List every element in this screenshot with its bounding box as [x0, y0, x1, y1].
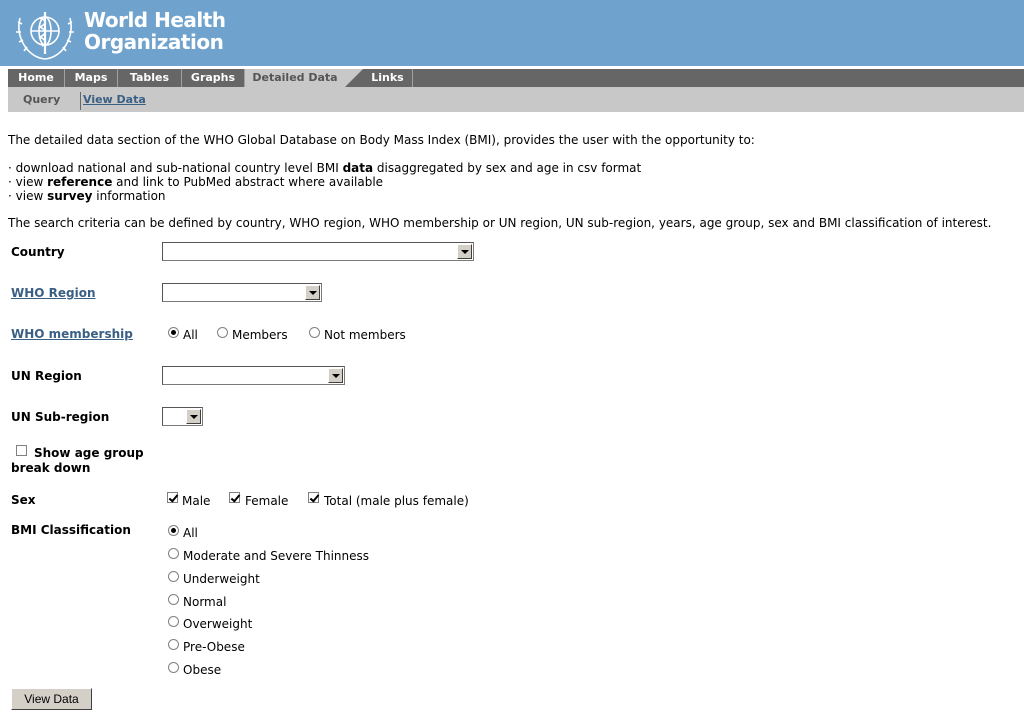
who-region-link[interactable]: WHO Region: [11, 286, 96, 300]
bullet-text: · view: [8, 189, 48, 203]
sex-male-checkbox[interactable]: [167, 492, 178, 503]
intro-text: The detailed data section of the WHO Global Database on Body Mass Index (BMI), provides the user with the opportunity to:: [8, 133, 755, 147]
site-header: [0, 0, 1024, 66]
chevron-down-icon[interactable]: [186, 409, 201, 424]
bullet-text: · download national and sub-national country level BMI: [8, 161, 343, 175]
chevron-down-icon[interactable]: [328, 368, 343, 383]
un-subregion-label: UN Sub-region: [11, 410, 110, 424]
who-membership-link[interactable]: WHO membership: [11, 327, 133, 341]
nav-graphs[interactable]: Graphs: [182, 69, 245, 87]
subnav-query[interactable]: Query: [23, 93, 61, 106]
membership-not-members-label: Not members: [324, 328, 406, 342]
sex-total-label: Total (male plus female): [324, 494, 469, 508]
un-region-select[interactable]: [162, 366, 345, 385]
bmi-normal-radio[interactable]: [168, 594, 179, 605]
bullet-bold: reference: [47, 175, 113, 189]
nav-links[interactable]: Links: [363, 69, 413, 87]
country-select[interactable]: [162, 242, 474, 261]
bullet-text: · view: [8, 175, 48, 189]
who-region-select[interactable]: [162, 283, 322, 302]
bullet-text: disaggregated by sex and age in csv format: [373, 161, 642, 175]
membership-not-members-radio[interactable]: [309, 327, 320, 338]
bmi-thinness-label: Moderate and Severe Thinness: [183, 549, 369, 563]
membership-members-radio[interactable]: [217, 327, 228, 338]
age-group-label-line2: break down: [11, 461, 91, 475]
sex-total-checkbox[interactable]: [308, 492, 319, 503]
bmi-pre-obese-label: Pre-Obese: [183, 640, 245, 654]
intro-bullet-data: [8, 162, 641, 175]
un-region-label: UN Region: [11, 369, 82, 383]
bmi-underweight-radio[interactable]: [168, 571, 179, 582]
bullet-bold: survey: [47, 189, 93, 203]
country-label: Country: [11, 245, 65, 259]
intro-bullet-survey: [8, 190, 166, 203]
age-group-label-line1: Show age group: [34, 446, 144, 460]
nav-home[interactable]: Home: [8, 69, 65, 87]
sex-female-checkbox[interactable]: [229, 492, 240, 503]
view-data-button[interactable]: View Data: [11, 688, 92, 710]
bullet-bold: data: [342, 161, 374, 175]
intro-bullet-reference: [8, 176, 383, 189]
chevron-down-icon[interactable]: [457, 244, 472, 259]
search-criteria-text: The search criteria can be defined by country, WHO region, WHO membership or UN region, UN sub-region, years, age group, sex and BMI classification of interest.: [8, 216, 992, 230]
main-nav: [8, 69, 1024, 87]
bmi-underweight-label: Underweight: [183, 572, 260, 586]
nav-detailed-data[interactable]: Detailed Data: [245, 69, 345, 87]
membership-all-label: All: [183, 328, 198, 342]
chevron-down-icon[interactable]: [305, 285, 320, 300]
bmi-thinness-radio[interactable]: [168, 548, 179, 559]
org-name-line1: World Health: [84, 8, 226, 32]
nav-tables[interactable]: Tables: [118, 69, 182, 87]
who-emblem-icon[interactable]: [12, 4, 78, 62]
nav-active-tab-corner: [345, 69, 363, 87]
bmi-normal-label: Normal: [183, 595, 227, 609]
membership-members-label: Members: [232, 328, 288, 342]
sub-nav: [8, 87, 1024, 112]
subnav-view-data-link[interactable]: View Data: [83, 93, 146, 106]
bmi-overweight-radio[interactable]: [168, 616, 179, 627]
sex-male-label: Male: [182, 494, 211, 508]
org-name-line2: Organization: [84, 30, 224, 54]
membership-all-radio[interactable]: [168, 327, 179, 338]
sex-label: Sex: [11, 493, 36, 507]
bmi-all-label: All: [183, 526, 198, 540]
bullet-text: and link to PubMed abstract where available: [112, 175, 384, 189]
bmi-obese-label: Obese: [183, 663, 222, 677]
bmi-overweight-label: Overweight: [183, 617, 253, 631]
age-group-checkbox[interactable]: [16, 445, 27, 456]
bullet-text: information: [92, 189, 166, 203]
sex-female-label: Female: [245, 494, 289, 508]
org-name[interactable]: [84, 9, 226, 53]
bmi-pre-obese-radio[interactable]: [168, 639, 179, 650]
bmi-classification-label: BMI Classification: [11, 523, 131, 537]
bmi-obese-radio[interactable]: [168, 662, 179, 673]
un-subregion-select[interactable]: [162, 407, 203, 426]
bmi-all-radio[interactable]: [168, 525, 179, 536]
nav-maps[interactable]: Maps: [65, 69, 118, 87]
subnav-divider: [80, 92, 81, 110]
